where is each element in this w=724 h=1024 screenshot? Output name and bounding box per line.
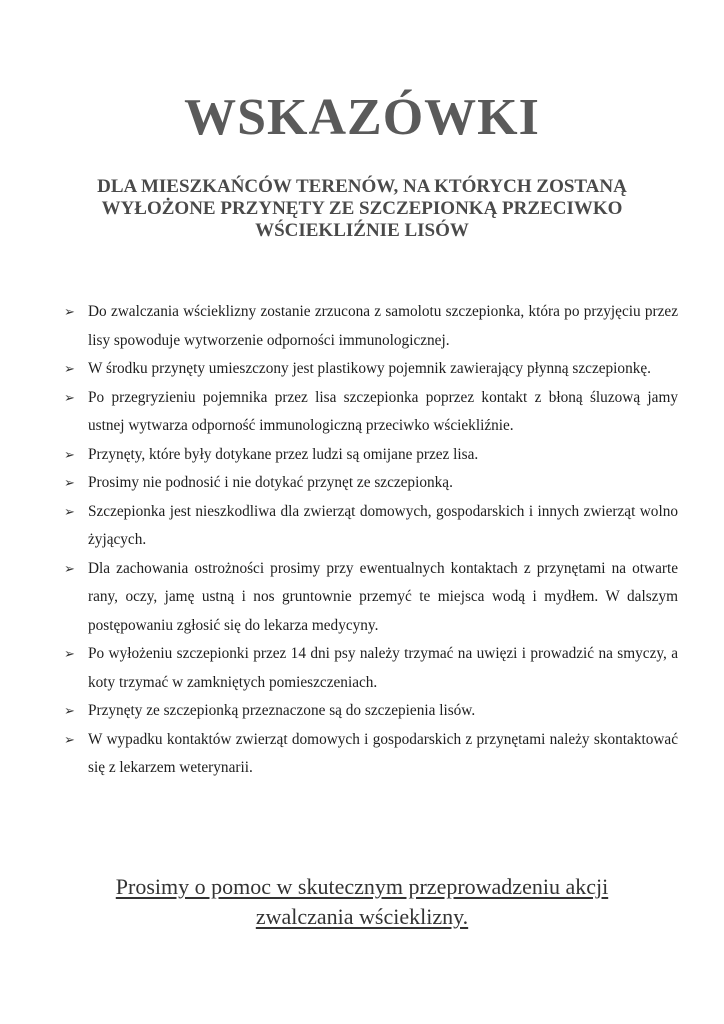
- page-title: WSKAZÓWKI: [184, 89, 540, 146]
- arrow-bullet-icon: ➢: [64, 446, 75, 462]
- arrow-bullet-icon: ➢: [64, 646, 75, 661]
- instruction-text: Szczepionka jest nieszkodliwa dla zwierząt domowych, gospodarskich i innych zwierząt wolno żyjących.: [88, 502, 678, 548]
- instruction-item: [62, 384, 678, 441]
- instruction-text: Po przegryzieniu pojemnika przez lisa szczepionka poprzez kontakt z błoną śluzową jamy ustnej wytwarza odporność immunologiczną przeciwko wściekliźnie.: [88, 388, 678, 434]
- instructions-list: [62, 298, 678, 783]
- instruction-item: [62, 355, 678, 384]
- instruction-item: [62, 640, 678, 697]
- arrow-bullet-icon: ➢: [64, 703, 75, 718]
- instruction-item: [62, 298, 678, 355]
- page-subtitle: [40, 176, 684, 242]
- instruction-text: Po wyłożeniu szczepionki przez 14 dni psy należy trzymać na uwięzi i prowadzić na smyczy, a koty trzymać w zamkniętych pomieszczeniach.: [88, 645, 678, 691]
- appeal-line-2: zwalczania wścieklizny.: [255, 904, 469, 929]
- closing-appeal: [60, 872, 664, 932]
- arrow-bullet-icon: ➢: [64, 361, 75, 376]
- subtitle-line-3: WŚCIEKLIŹNIE LISÓW: [255, 220, 469, 241]
- instruction-text: Do zwalczania wścieklizny zostanie zrzucona z samolotu szczepionka, która po przyjęciu przez lisy spowoduje wytworzenie odporności immunologicznej.: [88, 303, 678, 349]
- instruction-text: Dla zachowania ostrożności prosimy przy ewentualnych kontaktach z przynętami na otwarte rany, oczy, jamę ustną i nos gruntownie przemyć te miejsca wodą i mydłem. W dalszym postępowaniu zgłosić się do lekarza medycyny.: [88, 559, 678, 634]
- arrow-bullet-icon: ➢: [64, 475, 75, 490]
- arrow-bullet-icon: ➢: [64, 503, 75, 519]
- arrow-bullet-icon: ➢: [64, 560, 75, 576]
- instruction-item: [62, 697, 678, 726]
- instruction-text: Prosimy nie podnosić i nie dotykać przynęt ze szczepionką.: [88, 474, 453, 491]
- arrow-bullet-icon: ➢: [64, 389, 75, 405]
- subtitle-line-1: DLA MIESZKAŃCÓW TERENÓW, NA KTÓRYCH ZOSTANĄ: [97, 176, 627, 197]
- instruction-text: W wypadku kontaktów zwierząt domowych i gospodarskich z przynętami należy skontaktować się z lekarzem weterynarii.: [88, 730, 678, 776]
- appeal-line-1: Prosimy o pomoc w skutecznym przeprowadzeniu akcji: [115, 874, 609, 899]
- instruction-item: [62, 441, 678, 470]
- instruction-text: W środku przynęty umieszczony jest plastikowy pojemnik zawierający płynną szczepionkę.: [88, 360, 651, 377]
- arrow-bullet-icon: ➢: [64, 731, 75, 747]
- instruction-text: Przynęty ze szczepionką przeznaczone są do szczepienia lisów.: [88, 702, 476, 719]
- instruction-item: [62, 726, 678, 783]
- subtitle-line-2: WYŁOŻONE PRZYNĘTY ZE SZCZEPIONKĄ PRZECIWKO: [101, 198, 623, 219]
- instruction-item: [62, 469, 678, 498]
- arrow-bullet-icon: ➢: [64, 304, 75, 319]
- instruction-item: [62, 498, 678, 555]
- instruction-item: [62, 555, 678, 641]
- instruction-text: Przynęty, które były dotykane przez ludzi są omijane przez lisa.: [88, 445, 479, 463]
